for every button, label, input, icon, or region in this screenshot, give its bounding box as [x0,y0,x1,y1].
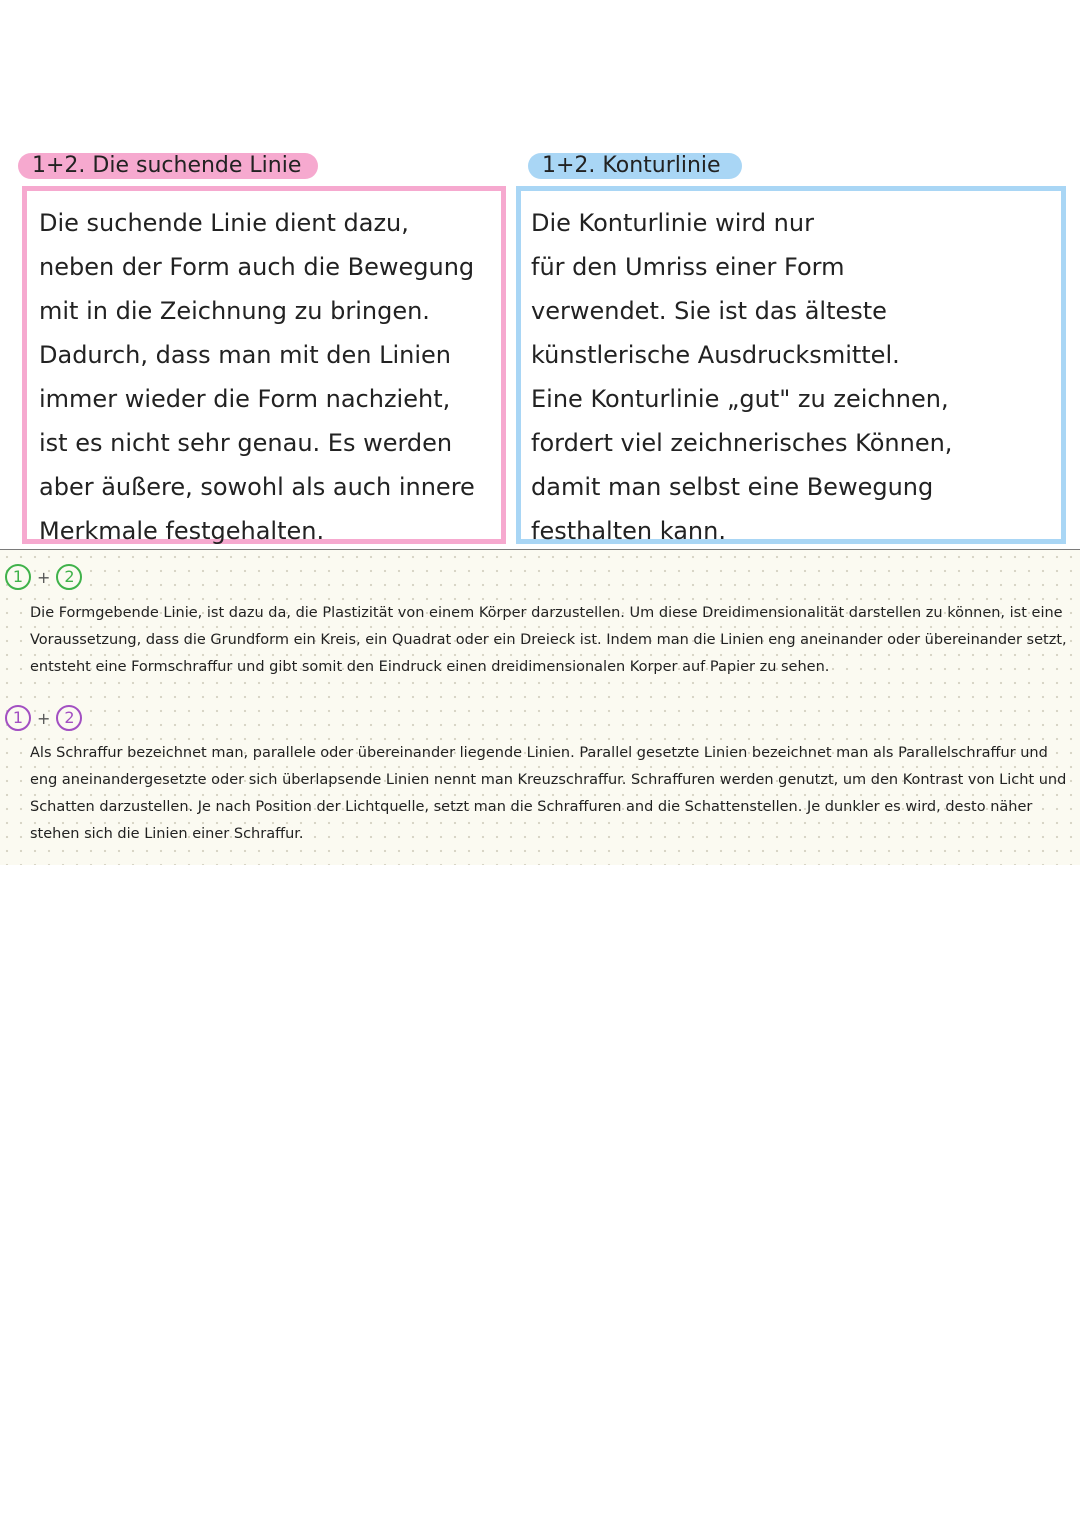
right-card-line: für den Umriss einer Form [531,253,845,281]
right-card-line: damit man selbst eine Bewegung [531,473,934,501]
notes-panel [0,549,1080,865]
right-card-line: künstlerische Ausdrucksmittel. [531,341,900,369]
number-badge-2: 2 [56,705,82,731]
plus-sign: + [37,567,51,587]
left-card-title: 1+2. Die suchende Linie [18,153,318,179]
right-card-line: fordert viel zeichnerisches Können, [531,429,953,457]
left-card-line: neben der Form auch die Bewegung [39,253,475,281]
left-card-suchende-linie [22,186,506,544]
right-card-line: Eine Konturlinie „gut" zu zeichnen, [531,385,949,413]
right-card-konturlinie [516,186,1066,544]
right-card-line: Die Konturlinie wird nur [531,209,814,237]
number-badge-2: 2 [56,564,82,590]
left-card-line: immer wieder die Form nachzieht, [39,385,451,413]
plus-sign: + [37,708,51,728]
number-badge-1: 1 [5,564,31,590]
note-formgebende-linie: Die Formgebende Linie, ist dazu da, die Plastizität von einem Körper darzustellen. Um diese Dreidimensionalität darstellen zu können, ist eine Voraussetzung, dass die Grundform ein Kreis, ein Quadrat oder ein Dreieck ist. Indem man die Linien eng aneinander oder übereinander setzt, entsteht eine Formschraffur und gibt somit den Eindruck einen dreidimensionalen Korper auf Papier zu sehen. [30,605,1067,675]
left-card-line: ist es nicht sehr genau. Es werden [39,429,453,457]
left-card-line: Merkmale festgehalten. [39,517,325,545]
left-card-line: Die suchende Linie dient dazu, [39,209,409,237]
left-card-line: Dadurch, dass man mit den Linien [39,341,451,369]
note-schraffur: Als Schraffur bezeichnet man, parallele oder übereinander liegende Linien. Parallel gesetzte Linien bezeichnet man als Parallelschraffur und eng aneinandergesetzte oder sich überlapsende Linien nennt man Kreuzschraffur. Schraffuren werden genutzt, um den Kontrast von Licht und Schatten darzustellen. Je nach Position der Lichtquelle, setzt man die Schraffuren and die Schattenstellen. Je dunkler es wird, desto näher stehen sich die Linien einer Schraffur. [30,745,1067,842]
right-card-title: 1+2. Konturlinie [528,153,742,179]
left-card-line: mit in die Zeichnung zu bringen. [39,297,430,325]
right-card-line: verwendet. Sie ist das älteste [531,297,887,325]
note-1-badges [5,564,82,590]
right-card-line: festhalten kann. [531,517,726,545]
number-badge-1: 1 [5,705,31,731]
note-2-badges [5,705,82,731]
left-card-line: aber äußere, sowohl als auch innere [39,473,475,501]
